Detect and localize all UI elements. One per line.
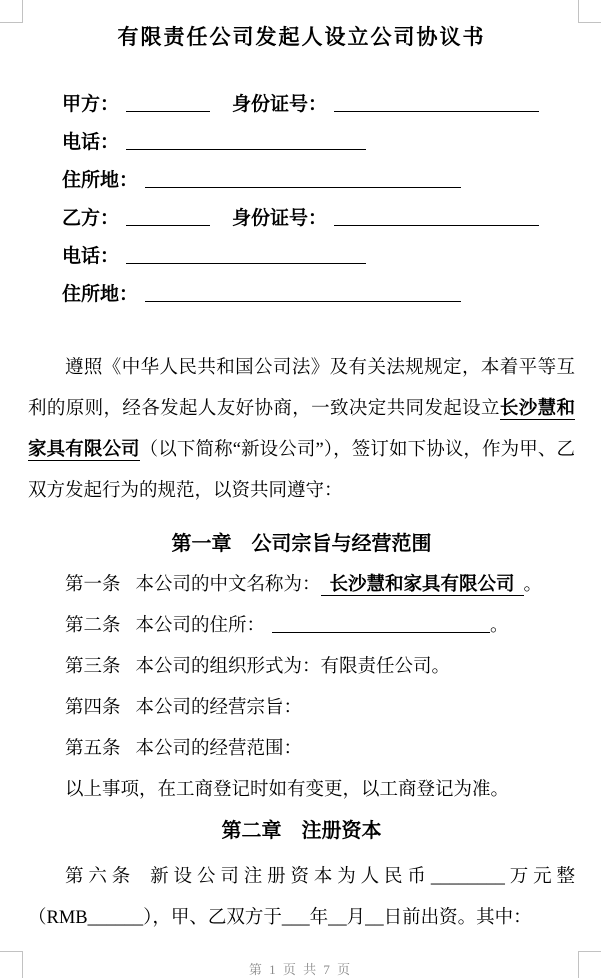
party-b-address-label: 住所地： (62, 284, 139, 305)
article-4-text: 本公司的经营宗旨： (135, 698, 303, 718)
document-content (28, 0, 575, 939)
party-b-row (62, 200, 575, 238)
company-name-underlined: 长沙慧和家具有限公司 (28, 399, 575, 460)
article-5-text: 本公司的经营范围： (135, 739, 303, 759)
party-a-address-row (62, 162, 575, 200)
party-a-phone-blank[interactable] (126, 147, 366, 150)
article-6 (28, 857, 575, 939)
party-b-address-blank[interactable] (145, 299, 461, 302)
preamble-tail: （以下简称“新设公司”），签订如下协议，作为甲、乙双方发起行为的规范，以资共同遵守： (28, 440, 575, 501)
party-b-phone-blank[interactable] (126, 261, 366, 264)
article-6-text: 新设公司注册资本为人民币________万元整（RMB______），甲、乙双方于___年__月__日前出资。其中： (28, 867, 575, 928)
preamble-lead: 遵照《中华人民共和国公司法》及有关法规规定，本着平等互利的原则，经各发起人友好协商，一致决定共同发起设立 (28, 358, 575, 419)
article-3-text: 本公司的组织形式为：有限责任公司。 (135, 657, 451, 677)
party-a-name-blank[interactable] (126, 109, 210, 112)
article-2-number: 第二条 (65, 616, 121, 636)
party-b-label: 乙方： (62, 208, 120, 229)
party-b-id-blank[interactable] (334, 223, 539, 226)
document-title: 有限责任公司发起人设立公司协议书 (117, 25, 486, 49)
party-a-phone-row (62, 124, 575, 162)
party-b-name-blank[interactable] (126, 223, 210, 226)
article-1-tail: 。 (523, 575, 543, 595)
page-footer: 第 1 页 共 7 页 (248, 962, 353, 977)
article-4-number: 第四条 (65, 698, 121, 718)
party-b-id-label: 身份证号： (232, 208, 328, 229)
article-1 (28, 565, 575, 606)
party-a-id-label: 身份证号： (232, 94, 328, 115)
party-b-phone-row (62, 238, 575, 276)
party-b-address-row (62, 276, 575, 314)
company-address-blank[interactable] (272, 630, 490, 633)
party-a-address-blank[interactable] (145, 185, 461, 188)
preamble-paragraph (28, 348, 575, 512)
crop-mark-top-left (0, 0, 23, 23)
article-3-number: 第三条 (65, 657, 121, 677)
article-2-text: 本公司的住所： (135, 616, 266, 636)
party-b-phone-label: 电话： (62, 246, 120, 267)
article-1-text: 本公司的中文名称为： (135, 575, 321, 595)
party-a-row (62, 86, 575, 124)
party-a-phone-label: 电话： (62, 132, 120, 153)
article-5-number: 第五条 (65, 739, 121, 759)
article-5 (28, 729, 575, 770)
party-a-address-label: 住所地： (62, 170, 139, 191)
chapter-2-heading: 第二章 注册资本 (221, 820, 382, 842)
party-a-label: 甲方： (62, 94, 120, 115)
article-4 (28, 688, 575, 729)
party-block (28, 86, 575, 314)
article-2 (28, 606, 575, 647)
article-1-company-name: 长沙慧和家具有限公司 (321, 575, 524, 596)
chapter-1-heading: 第一章 公司宗旨与经营范围 (171, 533, 432, 555)
article-6-number: 第六条 (65, 867, 136, 887)
registration-note: 以上事项，在工商登记时如有变更，以工商登记为准。 (65, 780, 510, 800)
article-2-tail: 。 (490, 616, 509, 636)
article-1-number: 第一条 (65, 575, 121, 595)
article-3 (28, 647, 575, 688)
party-a-id-blank[interactable] (334, 109, 539, 112)
crop-mark-top-right (578, 0, 601, 23)
